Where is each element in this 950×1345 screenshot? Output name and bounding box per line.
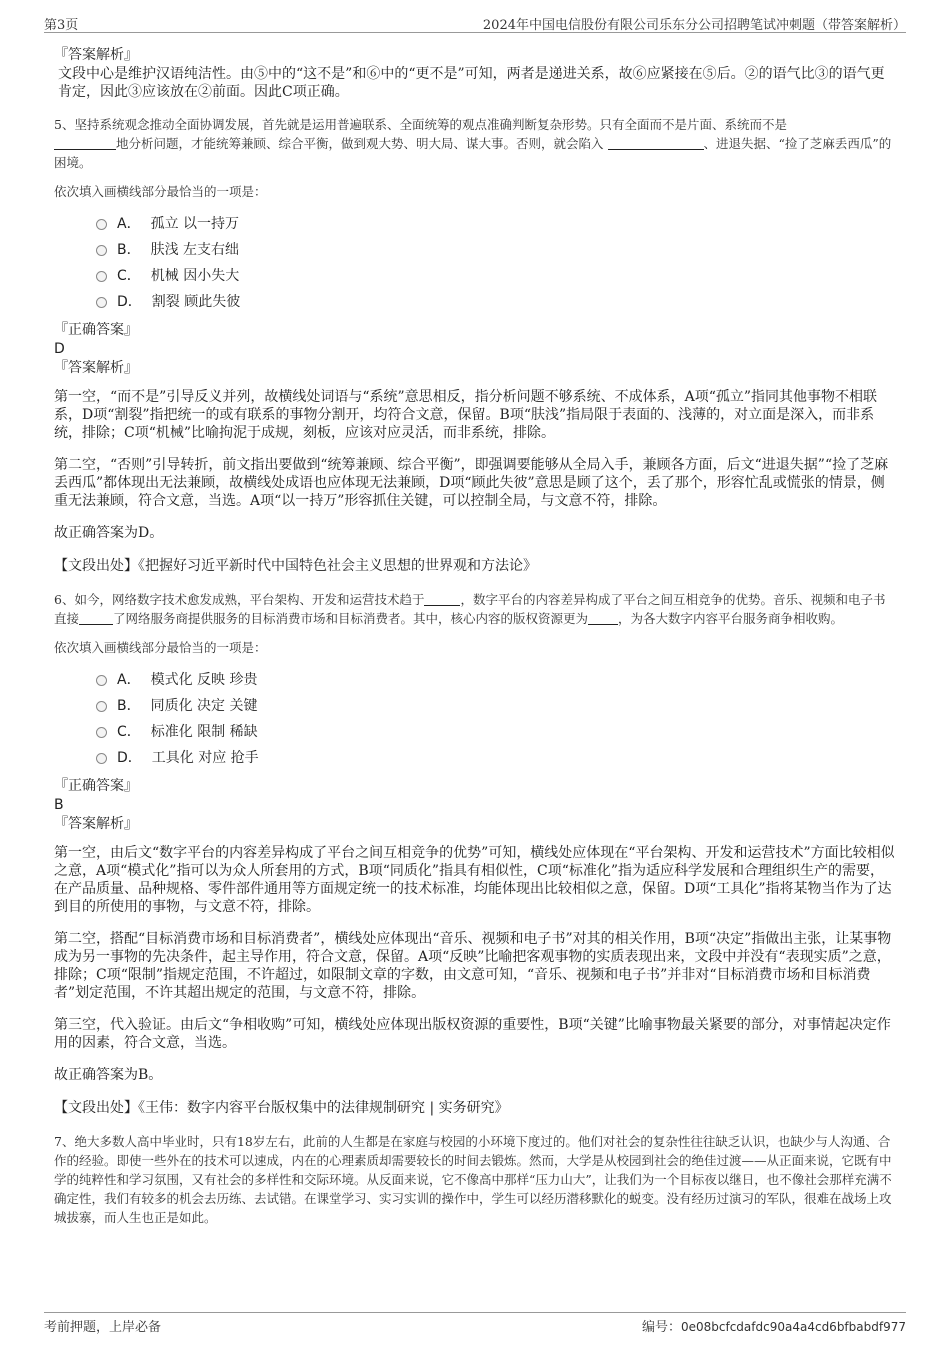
- radio-icon[interactable]: [96, 753, 107, 764]
- option-a[interactable]: A． 孤立 以一持万: [96, 211, 896, 237]
- blank-1: [54, 135, 116, 150]
- radio-icon[interactable]: [96, 271, 107, 282]
- option-c[interactable]: C． 标准化 限制 稀缺: [96, 719, 896, 745]
- option-d[interactable]: D． 工具化 对应 抢手: [96, 745, 896, 771]
- question-5-analysis-2: 第二空，“否则”引导转折，前文指出要做到“统筹兼顾、综合平衡”，即强调要能够从全局入手，兼顾各方面，后文“进退失据”“捡了芝麻丢西瓜”都体现出无法兼顾，故横线处成语也应体现无法兼顾，D项“顾此失彼”意思是顾了这个，丢了那个，形容忙乱或慌张的情景，侧重无法兼顾，符合文意，当选。A项“以一持万”形容抓住关键，可以控制全局，与文意不符，排除。: [54, 457, 889, 509]
- radio-icon[interactable]: [96, 245, 107, 256]
- question-6-options: [96, 667, 896, 771]
- prev-analysis-text: 文段中心是维护汉语纯洁性。由⑤中的“这不是”和⑥中的“更不是”可知，两者是递进关系，故⑥应紧接在⑤后。②的语气比③的语气更肯定，因此③应该放在②前面。因此C项正确。: [58, 66, 885, 100]
- radio-icon[interactable]: [96, 219, 107, 230]
- question-6-stem: 6、如今，网络数字技术愈发成熟，平台架构、开发和运营技术趋于 ，数字平台的内容差异构成了平台之间互相竞争的优势。音乐、视频和电子书直接 了网络服务商提供服务的目标消费市场和目标消费者。其中，核心内容的版权资源更为 ，为各大数字内容平台服务商争相收购。: [54, 592, 886, 626]
- blank-2: [608, 135, 704, 150]
- question-5-answer: D: [54, 341, 65, 357]
- option-c[interactable]: C． 机械 因小失大: [96, 263, 896, 289]
- blank-2: [79, 610, 113, 625]
- question-5-prompt: 依次填入画横线部分最恰当的一项是：: [54, 184, 267, 199]
- question-7-stem: 7、绝大多数人高中毕业时，只有18岁左右，此前的人生都是在家庭与校园的小环境下度过的。他们对社会的复杂性往往缺乏认识，也缺少与人沟通、合作的经验。即使一些外在的技术可以速成，内在的心理素质却需要较长的时间去锻炼。然而，大学是从校园到社会的绝佳过渡——从正面来说，它既有中学的纯粹性和学习氛围，又有社会的多样性和交际环境。从反面来说，它不像高中那样“压力山大”，让我们为一个目标夜以继日，也不像社会那样充满不确定性，我们有较多的机会去历练、去试错。在课堂学习、实习实训的操作中，学生可以经历潜移默化的蜕变。没有经历过演习的军队，很难在战场上攻城拔寨，而人生也正是如此。: [54, 1134, 892, 1225]
- document-code: 编号：0e08bcfcdafdc90a4a4cd6bfbabdf977: [641, 1320, 906, 1335]
- blank-3: [588, 610, 618, 625]
- question-6-analysis-1: 第一空，由后文“数字平台的内容差异构成了平台之间互相竞争的优势”可知，横线处应体现在“平台架构、开发和运营技术”方面比较相似之意，A项“模式化”指可以为众人所套用的方式，B项“同质化”指具有相似性，C项“标准化”指为适应科学发展和合理组织生产的需要，在产品质量、品种规格、零件部件通用等方面规定统一的技术标准，均能体现出比较相似之意，保留。D项“工具化”指将某物当作为了达到目的所使用的事物，与文意不符，排除。: [54, 845, 895, 915]
- question-5-options: [96, 211, 896, 315]
- document-title: 2024年中国电信股份有限公司乐东分公司招聘笔试冲刺题（带答案解析）: [482, 18, 906, 33]
- radio-icon[interactable]: [96, 727, 107, 738]
- question-6-source: 【文段出处】《王伟：数字内容平台版权集中的法律规制研究 | 实务研究》: [54, 1100, 509, 1116]
- question-5-stem: 5、坚持系统观念推动全面协调发展，首先就是运用普遍联系、全面统筹的观点准确判断复杂形势。只有全面而不是片面、系统而不是 地分析问题，才能统筹兼顾、综合平衡，做到观大势、明大局、谋大事。否则，就会陷入 、进退失据、“捡了芝麻丢西瓜”的困境。: [54, 117, 892, 170]
- question-6-conclusion: 故正确答案为B。: [54, 1067, 163, 1083]
- correct-answer-label: 『正确答案』: [54, 778, 138, 794]
- question-5-conclusion: 故正确答案为D。: [54, 525, 164, 541]
- radio-icon[interactable]: [96, 675, 107, 686]
- analysis-label: 『答案解析』: [54, 816, 138, 832]
- question-6-analysis-3: 第三空，代入验证。由后文“争相收购”可知，横线处应体现出版权资源的重要性，B项“关键”比喻事物最关紧要的部分，对事情起决定作用的因素，符合文意，当选。: [54, 1017, 891, 1051]
- page-header: [44, 10, 906, 33]
- footer-slogan: 考前押题，上岸必备: [44, 1320, 162, 1335]
- page-number: 第3页: [44, 18, 79, 33]
- option-b[interactable]: B． 同质化 决定 关键: [96, 693, 896, 719]
- page-footer: [44, 1312, 906, 1335]
- option-d[interactable]: D． 割裂 顾此失彼: [96, 289, 896, 315]
- correct-answer-label: 『正确答案』: [54, 322, 138, 338]
- option-a[interactable]: A． 模式化 反映 珍贵: [96, 667, 896, 693]
- blank-1: [424, 591, 460, 606]
- option-b[interactable]: B． 肤浅 左支右绌: [96, 237, 896, 263]
- question-6-prompt: 依次填入画横线部分最恰当的一项是：: [54, 640, 267, 655]
- question-6-analysis-2: 第二空，搭配“目标消费市场和目标消费者”，横线处应体现出“音乐、视频和电子书”对其的相关作用，B项“决定”指做出主张，让某事物成为另一事物的先决条件，起主导作用，符合文意，保留。A项“反映”比喻把客观事物的实质表现出来，文段中并没有“表现实质”之意，排除；C项“限制”指规定范围，不许超过，如限制文章的字数，由文意可知，“音乐、视频和电子书”并非对“目标消费市场和目标消费者”划定范围，不许其超出规定的范围，与文意不符，排除。: [54, 931, 892, 1001]
- radio-icon[interactable]: [96, 701, 107, 712]
- radio-icon[interactable]: [96, 297, 107, 308]
- document-body: [54, 46, 896, 1227]
- analysis-label: 『答案解析』: [54, 47, 138, 63]
- question-6-answer: B: [54, 797, 64, 813]
- question-5-analysis-1: 第一空，“而不是”引导反义并列，故横线处词语与“系统”意思相反，指分析问题不够系统、不成体系，A项“孤立”指同其他事物不相联系，D项“割裂”指把统一的或有联系的事物分割开，均符合文意，保留。B项“肤浅”指局限于表面的、浅薄的，对立面是深入，而非系统，排除；C项“机械”比喻拘泥于成规，刻板，应该对应灵活，而非系统，排除。: [54, 389, 878, 441]
- analysis-label: 『答案解析』: [54, 360, 138, 376]
- question-5-source: 【文段出处】《把握好习近平新时代中国特色社会主义思想的世界观和方法论》: [54, 558, 537, 574]
